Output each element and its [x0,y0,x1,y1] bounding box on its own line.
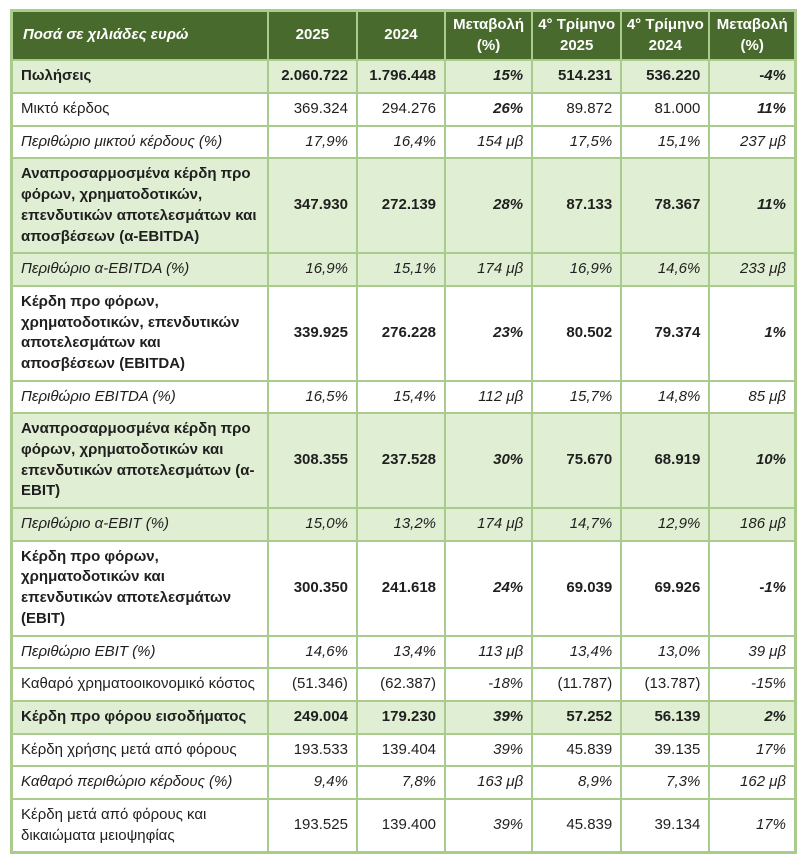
table-row-profit-after-tax-and-minorities [12,799,796,853]
value-cell: 300.350 [268,541,357,636]
change-cell: -15% [709,668,795,701]
change-cell: 10% [709,413,795,508]
value-cell: 369.324 [268,93,357,126]
value-cell: 193.525 [268,799,357,853]
column-header-q4-change: Μεταβολή (%) [709,11,795,61]
value-cell: 57.252 [532,701,621,734]
value-cell: 14,7% [532,508,621,541]
value-cell: 56.139 [621,701,709,734]
row-label: Καθαρό περιθώριο κέρδους (%) [12,766,268,799]
row-label: Μικτό κέρδος [12,93,268,126]
column-header-2024: 2024 [357,11,445,61]
value-cell: 80.502 [532,286,621,381]
change-cell: 11% [709,158,795,253]
table-row-ebit [12,541,796,636]
column-header-q4-2024: 4° Τρίμηνο 2024 [621,11,709,61]
value-cell: 8,9% [532,766,621,799]
change-cell: 237 μβ [709,126,795,159]
change-cell: 39% [445,799,532,853]
column-header-change: Μεταβολή (%) [445,11,532,61]
change-cell: 163 μβ [445,766,532,799]
value-cell: 17,9% [268,126,357,159]
value-cell: 16,5% [268,381,357,414]
table-row-sales [12,60,796,93]
row-label: Αναπροσαρμοσμένα κέρδη προ φόρων, χρηματοδοτικών, επενδυτικών αποτελεσμάτων και αποσβέσεων (α-EBITDA) [12,158,268,253]
row-label: Περιθώριο EBITDA (%) [12,381,268,414]
value-cell: 15,1% [357,253,445,286]
unit-label-cell: Ποσά σε χιλιάδες ευρώ [12,11,268,61]
table-row-ebitda-margin [12,381,796,414]
value-cell: 78.367 [621,158,709,253]
value-cell: 13,0% [621,636,709,669]
change-cell: 162 μβ [709,766,795,799]
table-header-row [12,11,796,61]
table-row-a-ebit [12,413,796,508]
value-cell: 16,9% [268,253,357,286]
value-cell: 272.139 [357,158,445,253]
table-row-a-ebit-margin [12,508,796,541]
value-cell: 12,9% [621,508,709,541]
value-cell: 14,6% [268,636,357,669]
value-cell: 347.930 [268,158,357,253]
value-cell: 16,4% [357,126,445,159]
table-row-a-ebitda-margin [12,253,796,286]
table-row-net-profit-margin [12,766,796,799]
change-cell: 23% [445,286,532,381]
value-cell: 1.796.448 [357,60,445,93]
change-cell: 39% [445,701,532,734]
value-cell: 15,4% [357,381,445,414]
value-cell: 68.919 [621,413,709,508]
change-cell: 112 μβ [445,381,532,414]
value-cell: 139.404 [357,734,445,767]
value-cell: 39.135 [621,734,709,767]
change-cell: 17% [709,734,795,767]
value-cell: 7,8% [357,766,445,799]
value-cell: 9,4% [268,766,357,799]
value-cell: (62.387) [357,668,445,701]
change-cell: 39 μβ [709,636,795,669]
row-label: Περιθώριο μικτού κέρδους (%) [12,126,268,159]
change-cell: 30% [445,413,532,508]
row-label: Κέρδη προ φόρων, χρηματοδοτικών, επενδυτικών αποτελεσμάτων και αποσβέσεων (EBITDA) [12,286,268,381]
value-cell: 17,5% [532,126,621,159]
value-cell: 139.400 [357,799,445,853]
table-row-gross-margin [12,126,796,159]
change-cell: 39% [445,734,532,767]
change-cell: 174 μβ [445,253,532,286]
value-cell: (51.346) [268,668,357,701]
value-cell: 14,8% [621,381,709,414]
value-cell: 536.220 [621,60,709,93]
value-cell: 81.000 [621,93,709,126]
financial-results-table [10,9,797,854]
row-label: Περιθώριο EBIT (%) [12,636,268,669]
value-cell: 514.231 [532,60,621,93]
table-row-ebitda [12,286,796,381]
value-cell: 79.374 [621,286,709,381]
change-cell: 2% [709,701,795,734]
value-cell: (11.787) [532,668,621,701]
value-cell: 179.230 [357,701,445,734]
value-cell: 89.872 [532,93,621,126]
value-cell: 15,1% [621,126,709,159]
column-header-q4-2025: 4° Τρίμηνο 2025 [532,11,621,61]
row-label: Περιθώριο α-EBITDA (%) [12,253,268,286]
value-cell: 7,3% [621,766,709,799]
row-label: Καθαρό χρηματοοικονομικό κόστος [12,668,268,701]
value-cell: 87.133 [532,158,621,253]
change-cell: 28% [445,158,532,253]
change-cell: 154 μβ [445,126,532,159]
change-cell: 17% [709,799,795,853]
table-row-profit-before-tax [12,701,796,734]
table-row-a-ebitda [12,158,796,253]
value-cell: 13,4% [357,636,445,669]
column-header-2025: 2025 [268,11,357,61]
value-cell: 249.004 [268,701,357,734]
value-cell: (13.787) [621,668,709,701]
value-cell: 45.839 [532,799,621,853]
value-cell: 193.533 [268,734,357,767]
table-row-gross-profit [12,93,796,126]
table-row-ebit-margin [12,636,796,669]
value-cell: 39.134 [621,799,709,853]
value-cell: 15,0% [268,508,357,541]
value-cell: 69.926 [621,541,709,636]
change-cell: 233 μβ [709,253,795,286]
value-cell: 69.039 [532,541,621,636]
value-cell: 15,7% [532,381,621,414]
change-cell: -4% [709,60,795,93]
change-cell: 85 μβ [709,381,795,414]
value-cell: 339.925 [268,286,357,381]
row-label: Κέρδη προ φόρων, χρηματοδοτικών και επενδυτικών αποτελεσμάτων (EBIT) [12,541,268,636]
change-cell: -1% [709,541,795,636]
change-cell: 174 μβ [445,508,532,541]
row-label: Κέρδη χρήσης μετά από φόρους [12,734,268,767]
change-cell: 11% [709,93,795,126]
value-cell: 294.276 [357,93,445,126]
row-label: Κέρδη μετά από φόρους και δικαιώματα μειοψηφίας [12,799,268,853]
value-cell: 13,2% [357,508,445,541]
value-cell: 45.839 [532,734,621,767]
change-cell: 15% [445,60,532,93]
row-label: Πωλήσεις [12,60,268,93]
value-cell: 2.060.722 [268,60,357,93]
change-cell: 24% [445,541,532,636]
row-label: Αναπροσαρμοσμένα κέρδη προ φόρων, χρηματοδοτικών και επενδυτικών αποτελεσμάτων (α-EBIT) [12,413,268,508]
change-cell: 186 μβ [709,508,795,541]
table-row-profit-after-tax [12,734,796,767]
value-cell: 237.528 [357,413,445,508]
change-cell: -18% [445,668,532,701]
value-cell: 16,9% [532,253,621,286]
row-label: Περιθώριο α-EBIT (%) [12,508,268,541]
row-label: Κέρδη προ φόρου εισοδήματος [12,701,268,734]
value-cell: 241.618 [357,541,445,636]
value-cell: 75.670 [532,413,621,508]
value-cell: 276.228 [357,286,445,381]
change-cell: 1% [709,286,795,381]
value-cell: 308.355 [268,413,357,508]
table-row-net-financial-cost [12,668,796,701]
change-cell: 113 μβ [445,636,532,669]
change-cell: 26% [445,93,532,126]
value-cell: 13,4% [532,636,621,669]
value-cell: 14,6% [621,253,709,286]
